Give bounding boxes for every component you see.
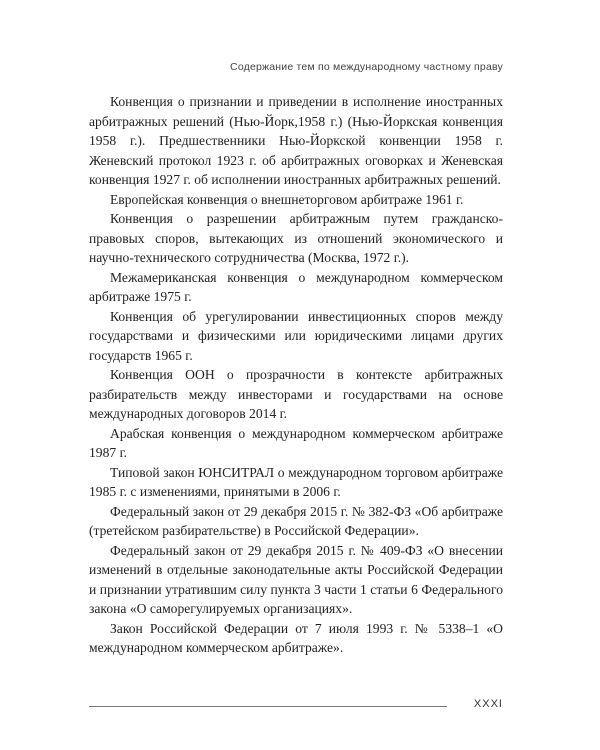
page-number: XXXI xyxy=(473,698,503,710)
paragraph-uncitral-model-law: Типовой закон ЮНСИТРАЛ о международном торговом арбитраже 1985 г. с изменениями, принятыми в 2006 г. xyxy=(89,464,503,499)
paragraph-federal-law-382: Федеральный закон от 29 декабря 2015 г. № 382-ФЗ «Об арбитраже (третейском разбирательстве) в Российской Федерации». xyxy=(89,503,503,538)
paragraph-icsid-convention: Конвенция об урегулировании инвестиционных споров между государствами и физическими или юридическими лицами других государств 1965 г. xyxy=(89,308,503,363)
paragraph-law-5338: Закон Российской Федерации от 7 июля 1993 г. № 5338–1 «О международном коммерческом арбитраже». xyxy=(89,620,503,655)
footer-rule xyxy=(89,706,447,707)
page-body xyxy=(89,92,503,658)
paragraph-inter-american-convention: Межамериканская конвенция о международном коммерческом арбитраже 1975 г. xyxy=(89,269,503,304)
paragraph-federal-law-409: Федеральный закон от 29 декабря 2015 г. № 409-ФЗ «О внесении изменений в отдельные законодательные акты Российской Федерации и признании утратившим силу пункта 3 части 1 статьи 6 Федерального закона «О саморегулируемых организациях». xyxy=(89,542,503,616)
paragraph-moscow-convention: Конвенция о разрешении арбитражным путем гражданско-правовых споров, вытекающих из отношений экономического и научно-технического сотрудничества (Москва, 1972 г.). xyxy=(89,211,503,265)
paragraph-arab-convention: Арабская конвенция о международном коммерческом арбитраже 1987 г. xyxy=(89,425,503,460)
paragraph-new-york-convention: Конвенция о признании и приведении в исполнение иностранных арбитражных решений (Нью-Йорк,1958 г.) (Нью-Йоркская конвенция 1958 г.). Предшественники Нью-Йоркской конвенции 1958 г. Женевский протокол 1923 г. об арбитражных оговорках и Женевская конвенция 1927 г. об исполнении иностранных арбитражных решений. xyxy=(89,94,503,187)
paragraph-un-transparency-convention: Конвенция ООН о прозрачности в контексте арбитражных разбирательств между инвесторами и государствами на основе международных договоров 2014 г. xyxy=(89,367,503,421)
paragraph-european-convention: Европейская конвенция о внешнеторговом арбитраже 1961 г. xyxy=(110,191,464,207)
running-header: Содержание тем по международному частному праву xyxy=(230,61,503,73)
